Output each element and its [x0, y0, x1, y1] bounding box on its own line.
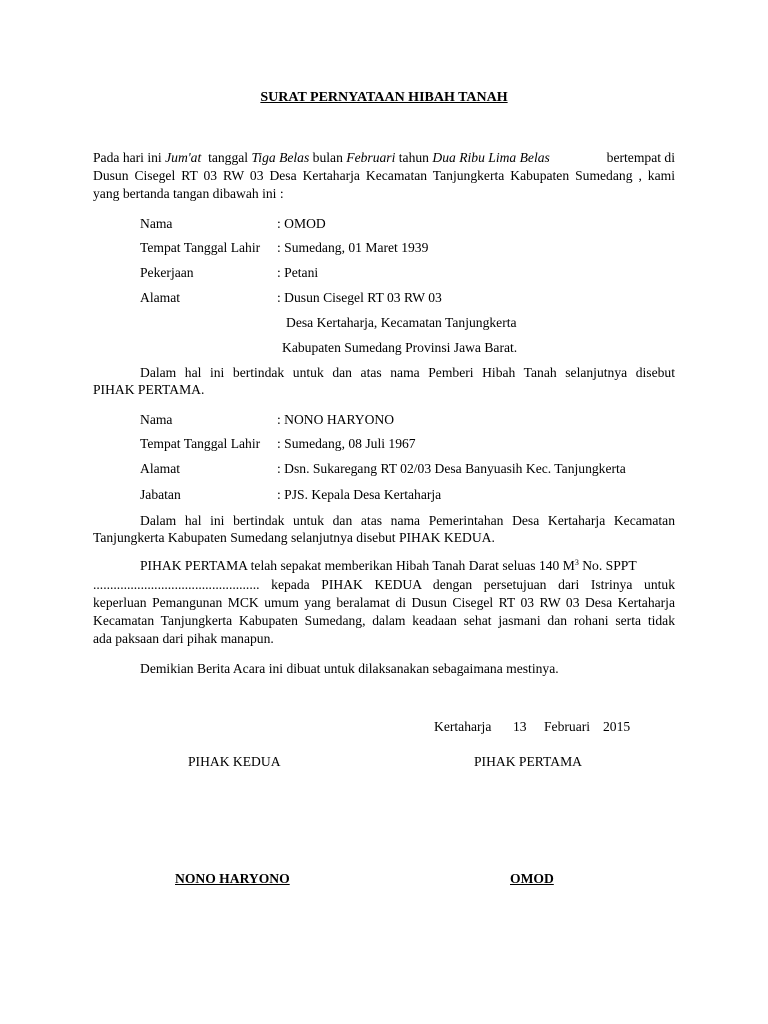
party2-jabatan-label: Jabatan — [140, 487, 181, 502]
agreement-line-2: ................................................. kepada PIHAK KEDUA dengan persetujuan dari Istrinya untuk — [93, 577, 675, 592]
date-day: 13 — [513, 719, 527, 734]
intro-line-1 — [93, 150, 675, 166]
party2-ttl-label: Tempat Tanggal Lahir — [140, 436, 261, 451]
party1-ttl-label: Tempat Tanggal Lahir — [140, 240, 261, 255]
party2-nama-value: : NONO HARYONO — [277, 412, 395, 427]
intro-line-3: yang bertanda tangan dibawah ini : — [93, 186, 284, 201]
date-month: Februari — [544, 719, 591, 734]
date-year: 2015 — [603, 719, 631, 734]
party1-alamat-line3: Kabupaten Sumedang Provinsi Jawa Barat. — [282, 340, 518, 355]
party2-alamat-label: Alamat — [140, 461, 181, 476]
party1-nama-label: Nama — [140, 216, 173, 231]
intro-date: Tiga Belas — [251, 150, 310, 165]
intro-text-5: bertempat di — [606, 150, 675, 165]
intro-year: Dua Ribu Lima Belas — [432, 150, 550, 165]
signature-right-label: PIHAK PERTAMA — [474, 754, 582, 769]
agreement-text-b: No. SPPT — [578, 558, 637, 573]
party1-alamat-label: Alamat — [140, 290, 181, 305]
intro-line-2: Dusun Cisegel RT 03 RW 03 Desa Kertaharja Kecamatan Tanjungkerta Kabupaten Sumedang , kami — [93, 168, 675, 183]
party2-role-line1: Dalam hal ini bertindak untuk dan atas nama Pemerintahan Desa Kertaharja Kecamatan — [140, 513, 675, 528]
agreement-line-5: ada paksaan dari pihak manapun. — [93, 631, 274, 646]
place-text: Kertaharja — [434, 719, 492, 734]
signature-right-name: OMOD — [510, 871, 554, 886]
party2-jabatan-value: : PJS. Kepala Desa Kertaharja — [277, 487, 442, 502]
closing-statement: Demikian Berita Acara ini dibuat untuk dilaksanakan sebagaimana mestinya. — [140, 661, 559, 676]
party1-alamat-line2: Desa Kertaharja, Kecamatan Tanjungkerta — [286, 315, 517, 330]
agreement-line-3: keperluan Pemangunan MCK umum yang beralamat di Dusun Cisegel RT 03 RW 03 Desa Kertaharja — [93, 595, 675, 610]
intro-text-3: bulan — [312, 150, 343, 165]
party2-ttl-value: : Sumedang, 08 Juli 1967 — [277, 436, 416, 451]
agreement-sup: 3 — [574, 558, 579, 567]
party2-alamat-value: : Dsn. Sukaregang RT 02/03 Desa Banyuasih Kec. Tanjungkerta — [277, 461, 626, 476]
party1-pekerjaan-value: : Petani — [277, 265, 319, 280]
intro-day: Jum'at — [165, 150, 202, 165]
signature-left-label: PIHAK KEDUA — [188, 754, 281, 769]
party1-role-line2: PIHAK PERTAMA. — [93, 382, 205, 397]
intro-text-1: Pada hari ini — [93, 150, 162, 165]
party1-pekerjaan-label: Pekerjaan — [140, 265, 194, 280]
signature-left-name: NONO HARYONO — [175, 871, 290, 886]
intro-text-4: tahun — [398, 150, 429, 165]
agreement-line-1 — [140, 558, 675, 574]
party1-role-line1: Dalam hal ini bertindak untuk dan atas nama Pemberi Hibah Tanah selanjutnya disebut — [140, 365, 675, 380]
party2-nama-label: Nama — [140, 412, 173, 427]
agreement-text-a: PIHAK PERTAMA telah sepakat memberikan Hibah Tanah Darat seluas 140 M — [140, 558, 575, 573]
intro-text-2: tanggal — [208, 150, 249, 165]
document-title: SURAT PERNYATAAN HIBAH TANAH — [260, 90, 508, 105]
party1-nama-value: : OMOD — [277, 216, 326, 231]
party2-role-line2: Tanjungkerta Kabupaten Sumedang selanjutnya disebut PIHAK KEDUA. — [93, 530, 495, 545]
agreement-line-4: Kecamatan Tanjungkerta Kabupaten Sumedang, dalam keadaan sehat jasmani dan rohani serta tidak — [93, 613, 675, 628]
party1-alamat-value: : Dusun Cisegel RT 03 RW 03 — [277, 290, 442, 305]
intro-month: Februari — [346, 150, 396, 165]
party1-ttl-value: : Sumedang, 01 Maret 1939 — [277, 240, 429, 255]
